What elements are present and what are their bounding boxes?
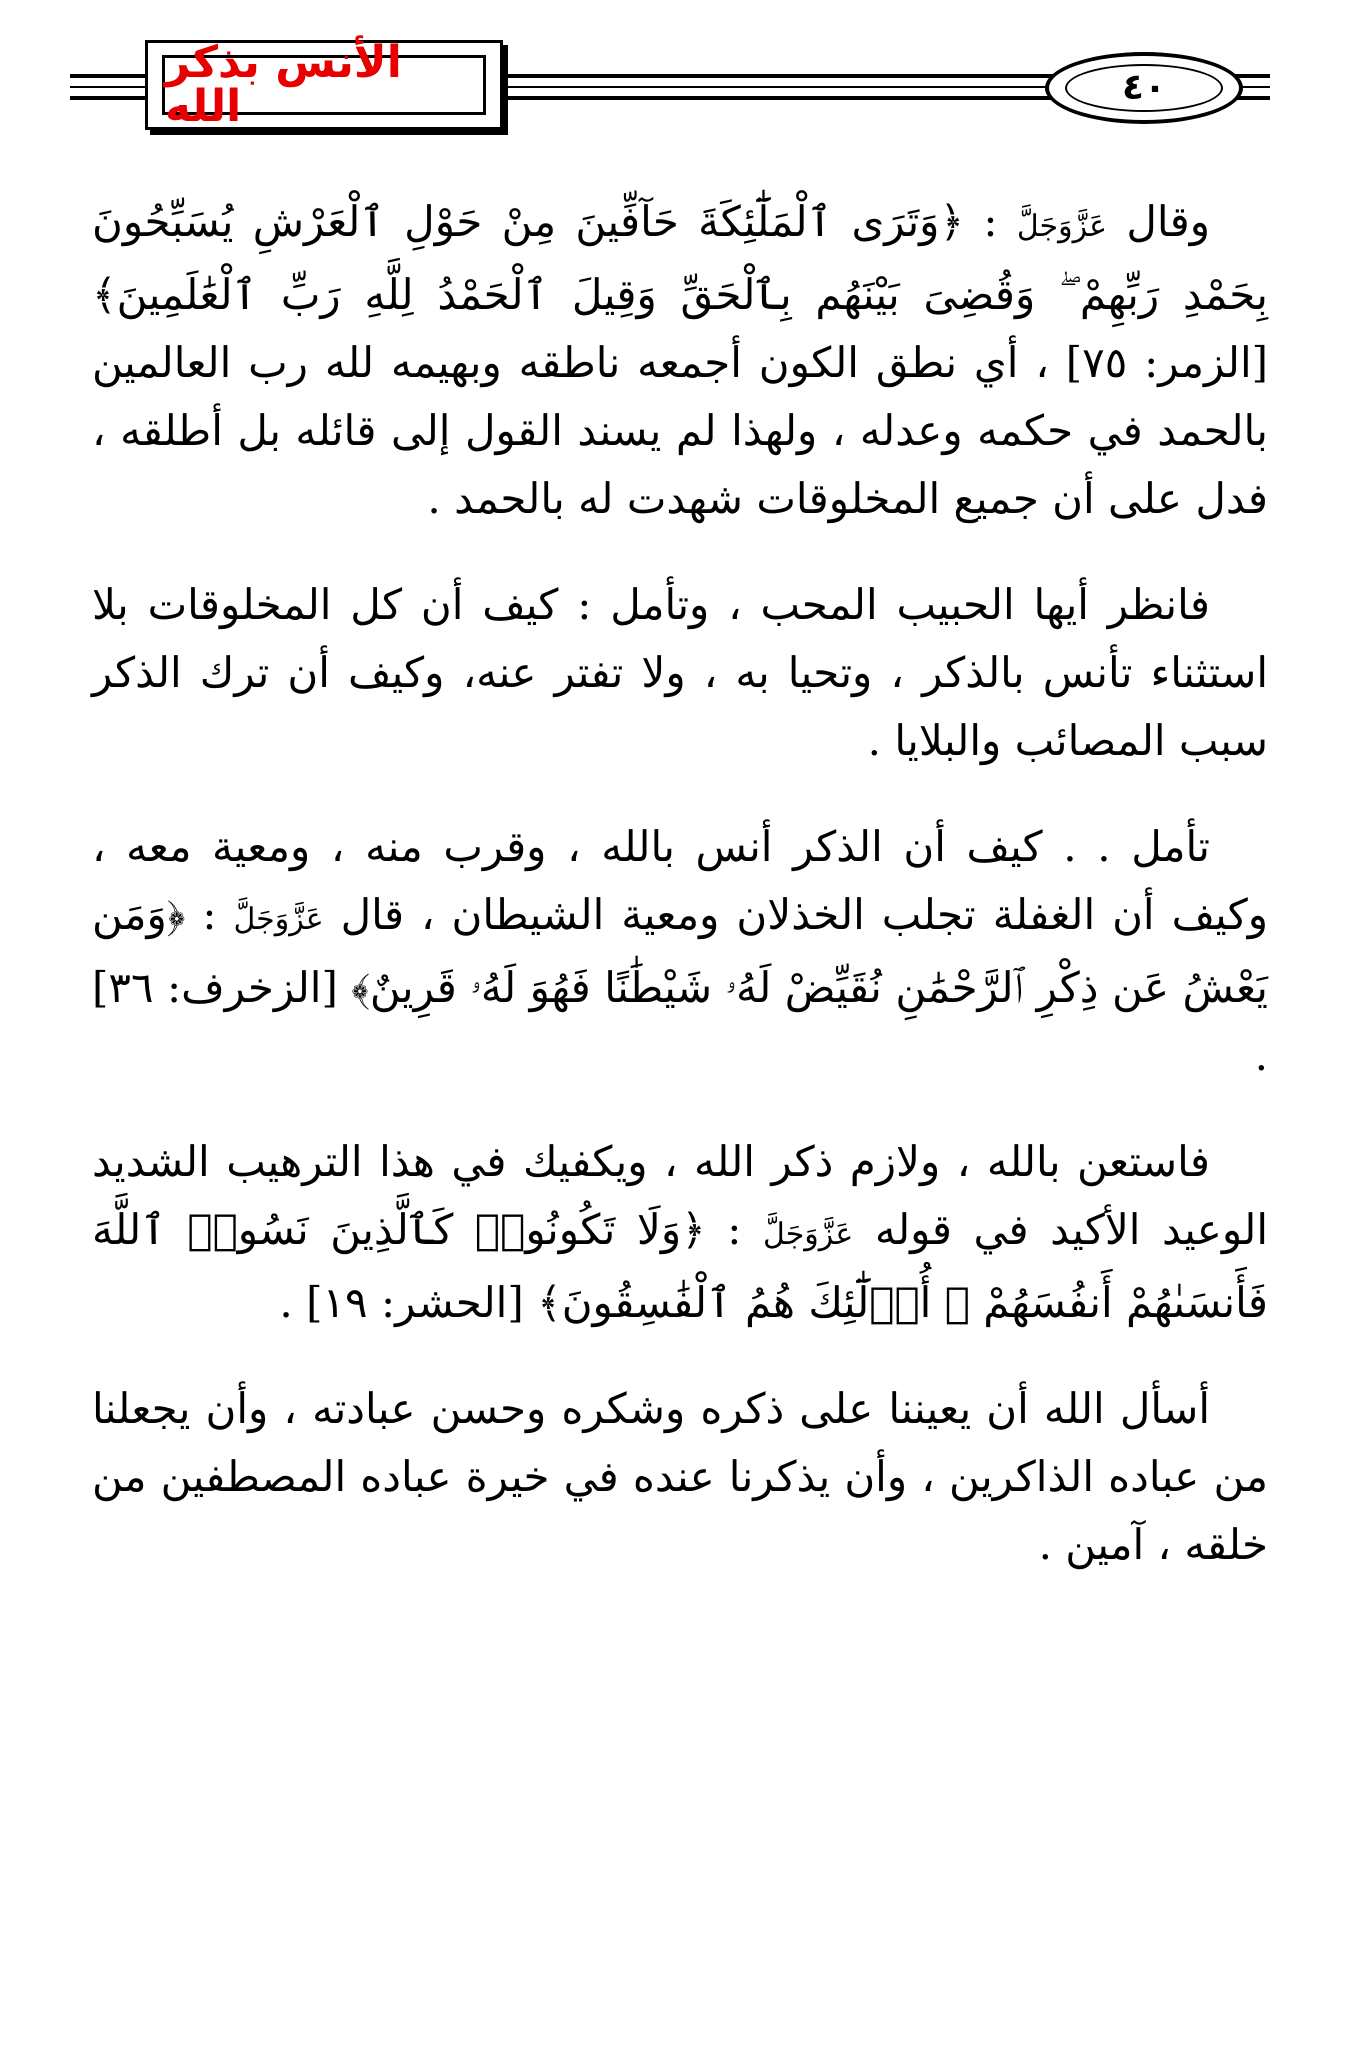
paragraph-1-honorific: عَزَّوَجَلَّ xyxy=(1016,209,1108,244)
paragraph-4-quran-quote: ﴿وَلَا تَكُونُوا۟ كَٱلَّذِينَ نَسُوا۟ ٱللَّهَ فَأَنسَىٰهُمْ أَنفُسَهُمْ ۚ أُو۟لَٰٓئِكَ هُمُ ٱلْفَٰسِقُونَ﴾ xyxy=(92,1205,1268,1327)
paragraph-4-intro: فاستعن بالله ، ولازم ذكر الله ، ويكفيك في هذا الترهيب الشديد الوعيد الأكيد في قوله xyxy=(92,1137,1268,1254)
page-body xyxy=(92,188,1268,1579)
running-title-frame xyxy=(162,37,486,132)
paragraph-2: فانظر أيها الحبيب المحب ، وتأمل : كيف أن كل المخلوقات بلا استثناء تأنس بالذكر ، وتحيا به ، ولا تفتر عنه، وكيف أن ترك الذكر سبب المصائب والبلايا . xyxy=(92,580,1268,765)
paragraph-4 xyxy=(92,1128,1268,1337)
paragraph-3-quran-quote: ﴿وَمَن يَعْشُ عَن ذِكْرِ ٱلرَّحْمَٰنِ نُقَيِّضْ لَهُۥ شَيْطَٰنًا فَهُوَ لَهُۥ قَرِينٌ﴾ xyxy=(92,890,1268,1012)
paragraph-1-rest: [الزمر: ٧٥] ، أي نطق الكون أجمعه ناطقه وبهيمه لله رب العالمين بالحمد في حكمه وعدله ، ولهذا لم يسند القول إلى قائله بل أطلقه ، فدل على أن جميع المخلوقات شهدت له بالحمد . xyxy=(92,338,1268,523)
paragraph-3-colon: : xyxy=(185,890,234,939)
paragraph-1-colon: : xyxy=(964,197,1017,246)
paragraph-3-rest: [الزخرف: ٣٦] . xyxy=(92,963,1268,1080)
page-number-badge xyxy=(1045,52,1243,124)
paragraph-3 xyxy=(92,813,1268,1090)
paragraph-4-rest: [الحشر: ١٩] . xyxy=(279,1278,538,1327)
paragraph-4-honorific: عَزَّوَجَلَّ xyxy=(763,1217,854,1252)
paragraph-3-honorific: عَزَّوَجَلَّ xyxy=(233,902,324,937)
page-header xyxy=(70,38,1270,138)
paragraph-1 xyxy=(92,188,1268,533)
page-number: ٤٠ xyxy=(1122,67,1166,108)
running-title-box xyxy=(145,37,503,132)
running-title: الأنس بذكر الله xyxy=(165,37,402,132)
paragraph-5: أسأل الله أن يعيننا على ذكره وشكره وحسن عبادته ، وأن يجعلنا من عباده الذاكرين ، وأن يذكرنا عنده في خيرة عباده المصطفين من خلقه ، آمين . xyxy=(92,1384,1268,1569)
paragraph-1-quran-quote: ﴿وَتَرَى ٱلْمَلَٰٓئِكَةَ حَآفِّينَ مِنْ حَوْلِ ٱلْعَرْشِ يُسَبِّحُونَ بِحَمْدِ رَبِّهِمْ ۖ وَقُضِىَ بَيْنَهُم بِٱلْحَقِّ وَقِيلَ ٱلْحَمْدُ لِلَّهِ رَبِّ ٱلْعَٰلَمِينَ﴾ xyxy=(92,197,1268,319)
paragraph-3-intro: تأمل . . كيف أن الذكر أنس بالله ، وقرب منه ، ومعية معه ، وكيف أن الغفلة تجلب الخذلان ومعية الشيطان ، قال xyxy=(92,822,1268,939)
paragraph-4-colon: : xyxy=(705,1205,764,1254)
paragraph-1-intro: وقال xyxy=(1126,197,1210,246)
